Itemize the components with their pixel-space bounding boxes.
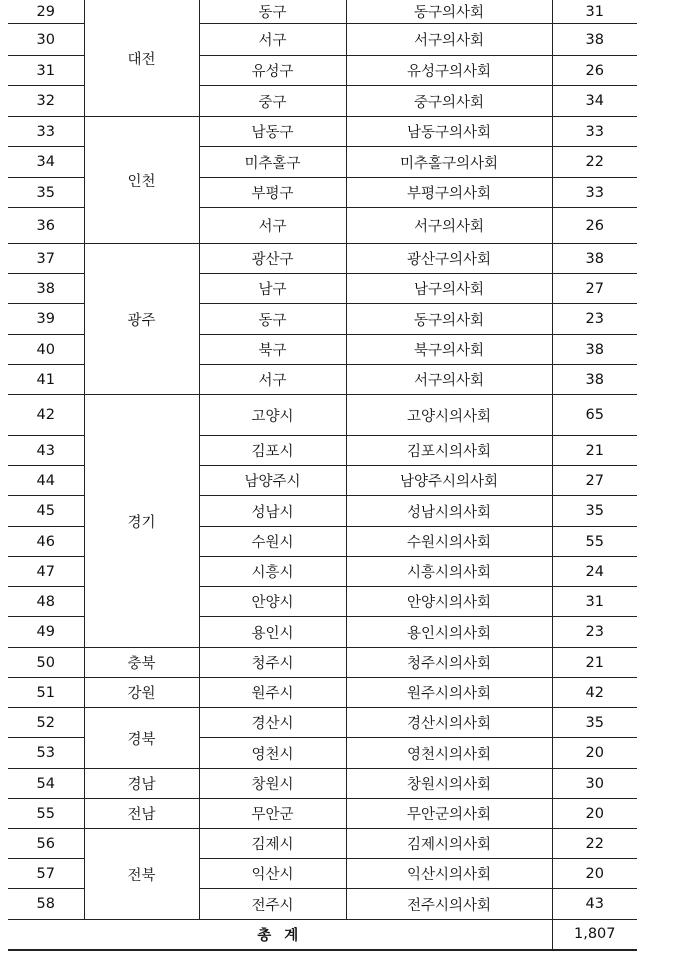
association-cell: 동구의사회 [346,0,552,24]
association-cell: 남양주시의사회 [346,466,552,496]
total-label: 총 계 [8,920,552,950]
row-number: 54 [8,769,84,799]
member-count-cell: 27 [552,466,637,496]
district-cell: 북구 [199,335,346,365]
row-number: 37 [8,244,84,274]
association-cell: 성남시의사회 [346,496,552,527]
district-cell: 서구 [199,365,346,395]
member-count-cell: 35 [552,496,637,527]
row-number: 55 [8,799,84,829]
region-cell: 인천 [84,117,199,244]
district-cell: 청주시 [199,648,346,678]
district-cell: 서구 [199,208,346,244]
member-count-cell: 20 [552,738,637,769]
row-number: 39 [8,304,84,335]
district-cell: 성남시 [199,496,346,527]
district-cell: 서구 [199,24,346,56]
district-cell: 부평구 [199,178,346,208]
row-number: 31 [8,56,84,86]
district-cell: 남동구 [199,117,346,147]
association-cell: 익산시의사회 [346,859,552,889]
district-cell: 영천시 [199,738,346,769]
association-cell: 창원시의사회 [346,769,552,799]
row-number: 34 [8,147,84,178]
member-count-cell: 21 [552,648,637,678]
region-cell: 전북 [84,829,199,920]
association-cell: 유성구의사회 [346,56,552,86]
district-association-table [8,0,637,951]
district-cell: 김포시 [199,436,346,466]
district-cell: 시흥시 [199,557,346,587]
association-cell: 북구의사회 [346,335,552,365]
row-number: 56 [8,829,84,859]
member-count-cell: 23 [552,617,637,648]
table-row [8,799,637,829]
district-cell: 경산시 [199,708,346,738]
member-count-cell: 27 [552,274,637,304]
table-row [8,769,637,799]
district-cell: 남양주시 [199,466,346,496]
table-row [8,117,637,147]
row-number: 53 [8,738,84,769]
member-count-cell: 26 [552,208,637,244]
association-cell: 광산구의사회 [346,244,552,274]
region-cell: 충북 [84,648,199,678]
member-count-cell: 33 [552,117,637,147]
member-count-cell: 20 [552,799,637,829]
district-cell: 남구 [199,274,346,304]
table-body [8,0,637,920]
district-cell: 동구 [199,0,346,24]
association-cell: 서구의사회 [346,365,552,395]
association-cell: 김제시의사회 [346,829,552,859]
region-cell: 강원 [84,678,199,708]
district-cell: 익산시 [199,859,346,889]
total-value: 1,807 [552,920,637,950]
district-cell: 김제시 [199,829,346,859]
row-number: 42 [8,395,84,436]
association-cell: 영천시의사회 [346,738,552,769]
association-cell: 남구의사회 [346,274,552,304]
district-cell: 중구 [199,86,346,117]
row-number: 47 [8,557,84,587]
member-count-cell: 38 [552,24,637,56]
association-cell: 경산시의사회 [346,708,552,738]
row-number: 36 [8,208,84,244]
row-number: 33 [8,117,84,147]
member-count-cell: 24 [552,557,637,587]
district-cell: 무안군 [199,799,346,829]
member-count-cell: 23 [552,304,637,335]
district-cell: 고양시 [199,395,346,436]
row-number: 45 [8,496,84,527]
association-cell: 서구의사회 [346,24,552,56]
district-cell: 수원시 [199,527,346,557]
association-cell: 안양시의사회 [346,587,552,617]
table-row [8,244,637,274]
table-row [8,0,637,24]
member-count-cell: 43 [552,889,637,920]
row-number: 49 [8,617,84,648]
member-count-cell: 38 [552,244,637,274]
member-count-cell: 34 [552,86,637,117]
row-number: 58 [8,889,84,920]
region-cell: 경기 [84,395,199,648]
row-number: 41 [8,365,84,395]
member-count-cell: 31 [552,587,637,617]
district-cell: 용인시 [199,617,346,648]
table-row [8,648,637,678]
association-cell: 남동구의사회 [346,117,552,147]
association-cell: 원주시의사회 [346,678,552,708]
member-count-cell: 38 [552,335,637,365]
association-cell: 수원시의사회 [346,527,552,557]
association-cell: 청주시의사회 [346,648,552,678]
table-row [8,708,637,738]
table-row [8,395,637,436]
association-cell: 고양시의사회 [346,395,552,436]
association-cell: 부평구의사회 [346,178,552,208]
district-cell: 유성구 [199,56,346,86]
association-cell: 서구의사회 [346,208,552,244]
member-count-cell: 38 [552,365,637,395]
region-cell: 전남 [84,799,199,829]
row-number: 52 [8,708,84,738]
row-number: 48 [8,587,84,617]
district-cell: 창원시 [199,769,346,799]
association-cell: 중구의사회 [346,86,552,117]
row-number: 35 [8,178,84,208]
member-count-cell: 35 [552,708,637,738]
member-count-cell: 22 [552,829,637,859]
table-row [8,829,637,859]
row-number: 44 [8,466,84,496]
row-number: 32 [8,86,84,117]
total-row [8,920,637,950]
member-count-cell: 22 [552,147,637,178]
district-cell: 전주시 [199,889,346,920]
row-number: 38 [8,274,84,304]
row-number: 29 [8,0,84,24]
row-number: 40 [8,335,84,365]
association-cell: 김포시의사회 [346,436,552,466]
association-cell: 전주시의사회 [346,889,552,920]
district-cell: 안양시 [199,587,346,617]
district-cell: 원주시 [199,678,346,708]
member-count-cell: 33 [552,178,637,208]
region-cell: 대전 [84,0,199,117]
member-count-cell: 21 [552,436,637,466]
member-count-cell: 42 [552,678,637,708]
member-count-cell: 55 [552,527,637,557]
association-cell: 동구의사회 [346,304,552,335]
table-row [8,678,637,708]
association-cell: 시흥시의사회 [346,557,552,587]
row-number: 43 [8,436,84,466]
member-count-cell: 65 [552,395,637,436]
row-number: 30 [8,24,84,56]
region-cell: 경남 [84,769,199,799]
district-cell: 동구 [199,304,346,335]
row-number: 57 [8,859,84,889]
association-cell: 무안군의사회 [346,799,552,829]
row-number: 51 [8,678,84,708]
region-cell: 경북 [84,708,199,769]
district-cell: 광산구 [199,244,346,274]
district-cell: 미추홀구 [199,147,346,178]
association-cell: 용인시의사회 [346,617,552,648]
association-cell: 미추홀구의사회 [346,147,552,178]
row-number: 50 [8,648,84,678]
member-count-cell: 31 [552,0,637,24]
member-count-cell: 20 [552,859,637,889]
region-cell: 광주 [84,244,199,395]
row-number: 46 [8,527,84,557]
member-count-cell: 30 [552,769,637,799]
member-count-cell: 26 [552,56,637,86]
